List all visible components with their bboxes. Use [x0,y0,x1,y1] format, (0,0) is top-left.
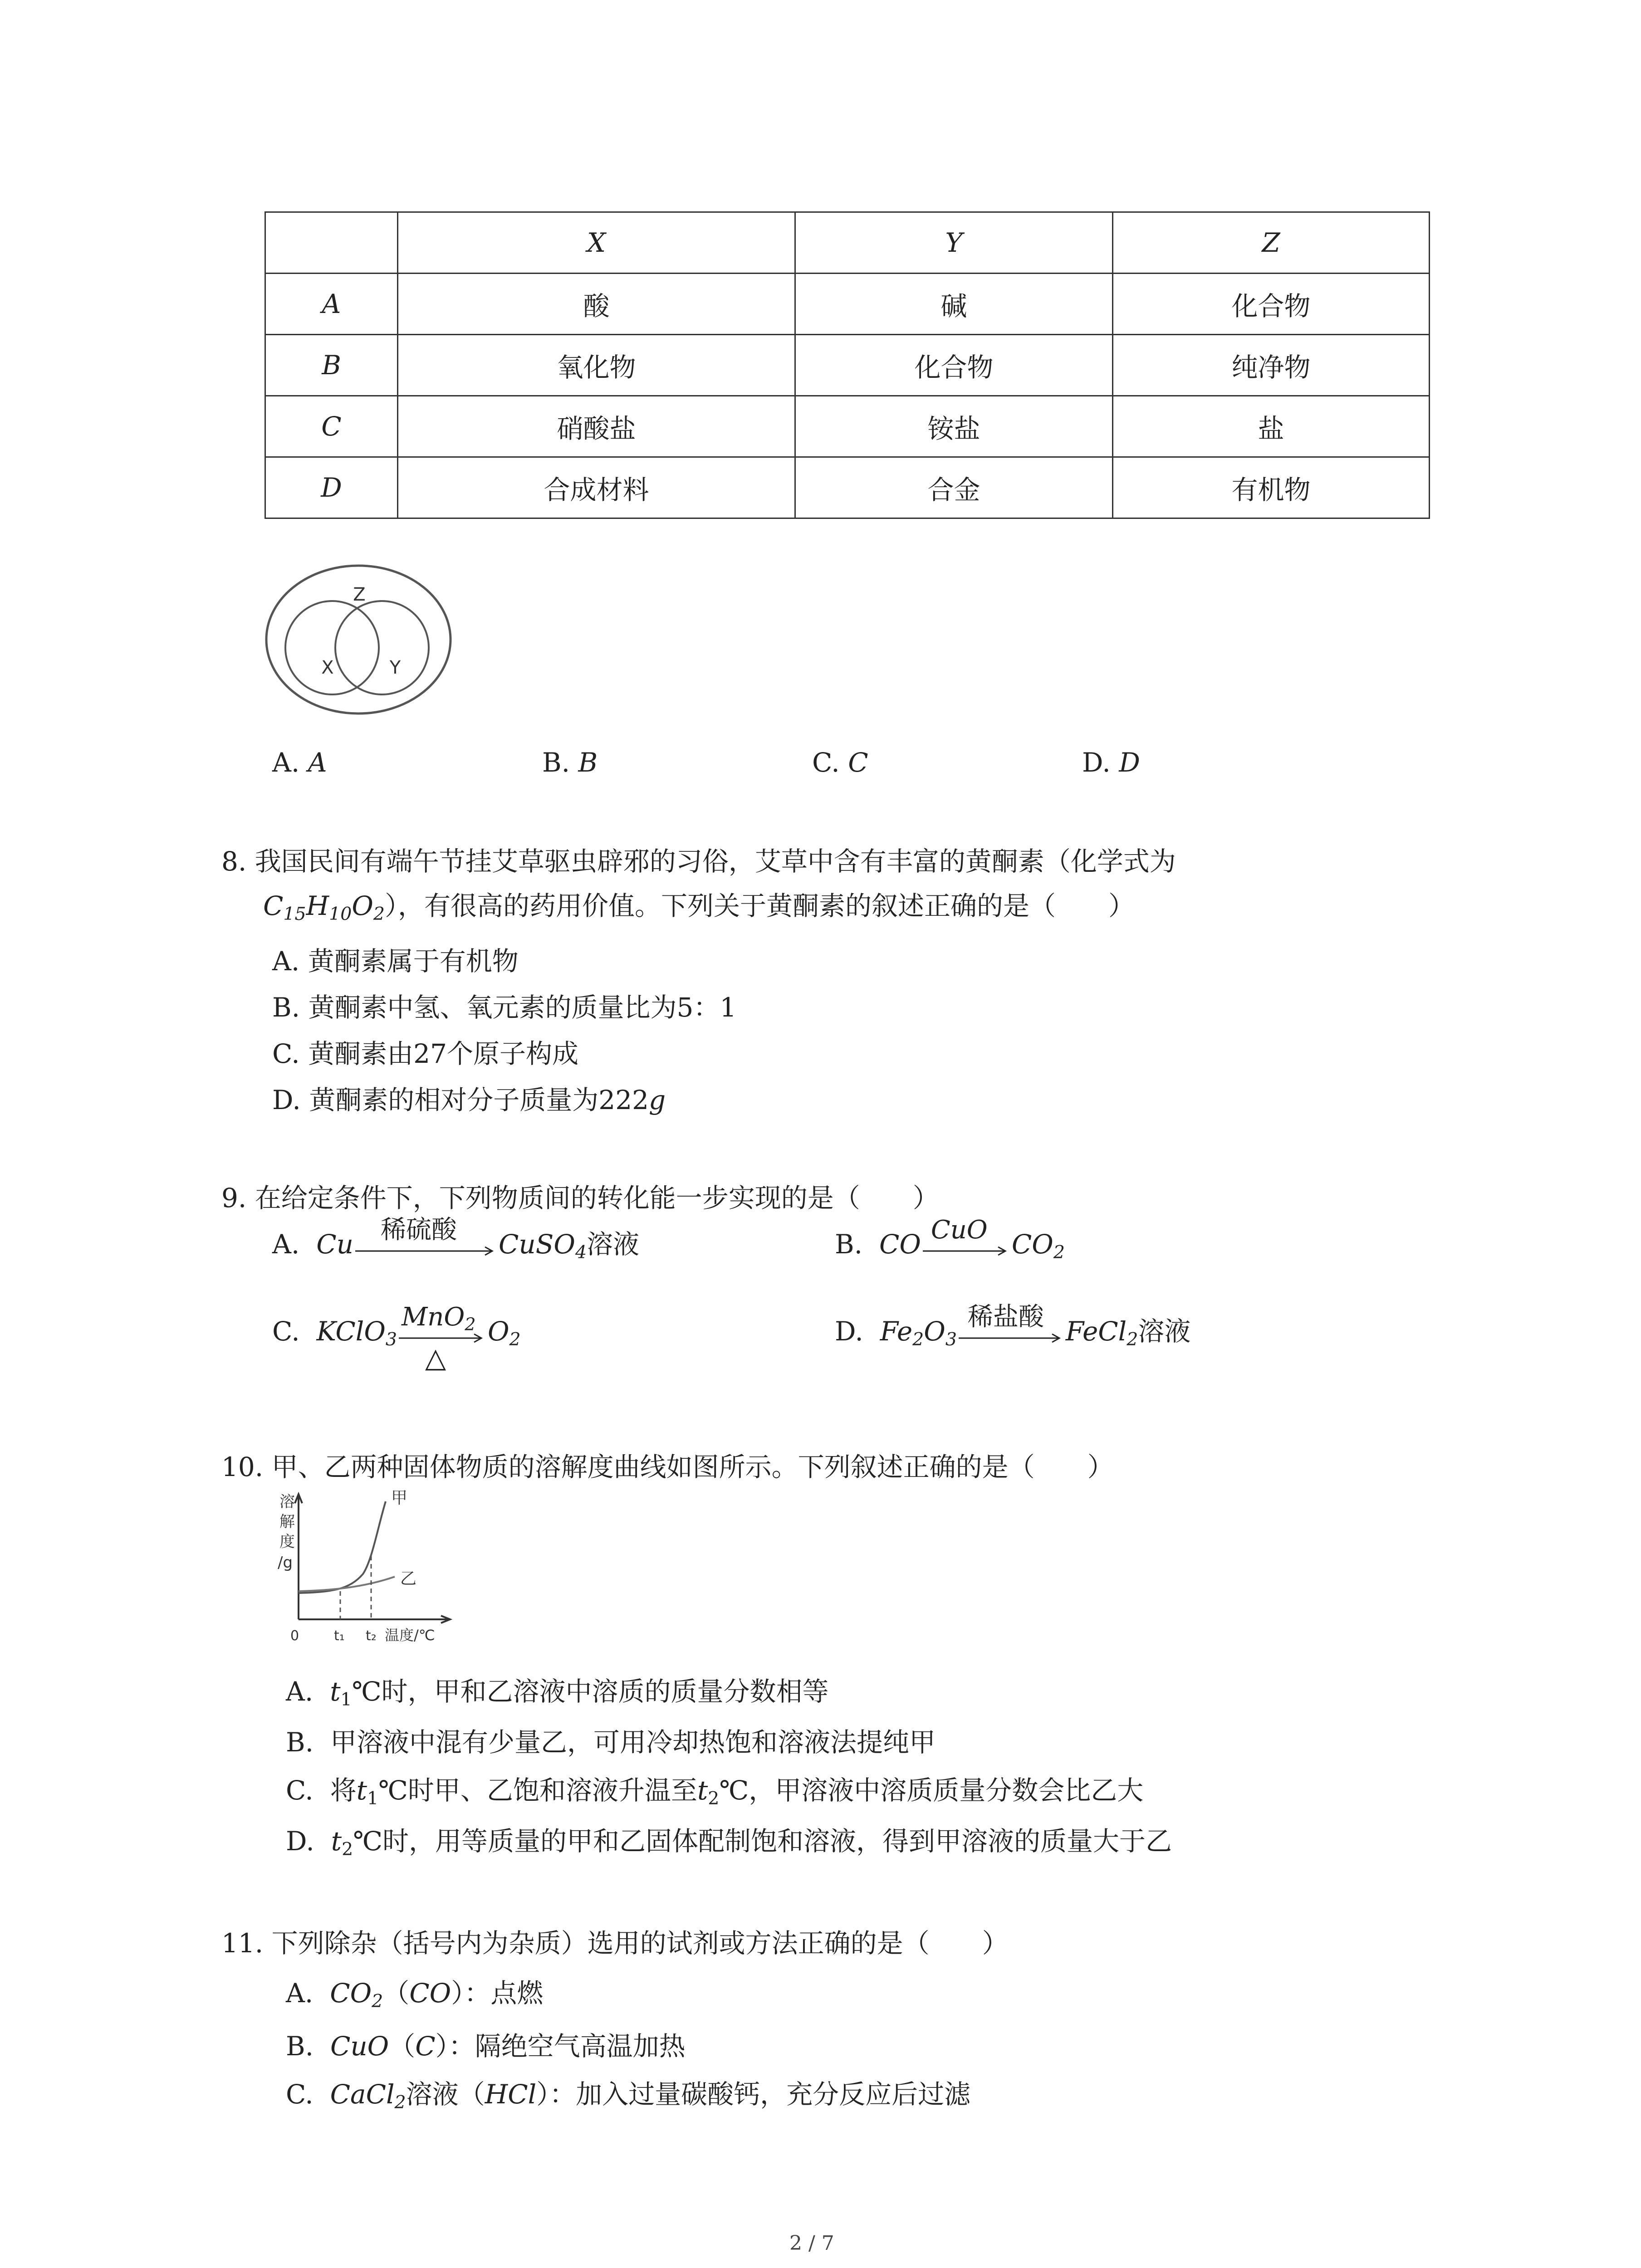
table-cell: 纯净物 [1113,335,1430,396]
q11-stem: 11. 下列除杂（括号内为杂质）选用的试剂或方法正确的是（ ） [221,1928,1009,1959]
q11-option-b[interactable]: B. CuO（C）：隔绝空气高温加热 [286,2031,686,2062]
q10-option-a[interactable]: A. $t_1℃$时，甲和乙溶液中溶质的质量分数相等 [286,1676,829,1711]
q7-option-a[interactable] [272,749,327,776]
option-value: D [1119,747,1140,778]
curve-jia [299,1501,386,1593]
venn-x-label: X [321,657,334,678]
row-label: D [265,457,398,518]
y-label-char: /g [278,1554,293,1572]
option-value: A [308,747,327,778]
q7-option-c[interactable] [812,749,868,776]
q8-stem-rest: ），有很高的药用价值。下列关于黄酮素的叙述正确的是（ ） [384,890,1135,921]
option-value: C [848,747,868,778]
table-row [265,457,1430,518]
q9-option-d[interactable]: D. $Fe_2O_3$ 稀盐酸 FeCl$_2$溶液 [835,1315,1190,1352]
heat-symbol: △ [425,1342,446,1374]
reaction-arrow: MnO$_2$ △ [397,1315,488,1352]
table-cell: 盐 [1113,396,1430,457]
table-header-cell: Z [1113,212,1430,274]
option-value: B [578,747,598,778]
q10-option-c[interactable]: C. 将$t_1℃$时甲、乙饱和溶液升温至$t_2℃$，甲溶液中溶质质量分数会比乙大 [286,1775,1144,1809]
arrow-icon [959,1333,1064,1344]
t2-tick-label: t₂ [366,1628,377,1644]
q8-option-d[interactable]: D. 黄酮素的相对分子质量为222g [272,1085,666,1115]
q11-option-a[interactable]: A. $CO_2(CO)$：点燃 [286,1978,544,2012]
row-label: A [265,274,398,335]
table-header-cell: Y [795,212,1113,274]
q8-option-c[interactable]: C. 黄酮素由27个原子构成 [272,1038,578,1069]
reaction-arrow: CuO [921,1228,1012,1265]
q7-option-b[interactable] [542,749,598,776]
table-row [265,335,1430,396]
option-letter: D. [1082,747,1111,778]
table-row [265,274,1430,335]
table-cell: 化合物 [1113,274,1430,335]
q7-classification-table [265,211,1430,519]
series-jia-label: 甲 [391,1489,408,1507]
q9-option-b[interactable]: B. CO CuO $CO_2$ [835,1228,1065,1265]
option-letter: B. [542,747,570,778]
venn-left-circle [285,601,379,694]
venn-right-circle [335,601,429,694]
x-axis-label: 温度/℃ [385,1627,435,1644]
table-header-cell: X [398,212,795,274]
solubility-curve-graph [272,1488,463,1665]
q10-option-d[interactable]: D. $t_2℃$时，用等质量的甲和乙固体配制饱和溶液，得到甲溶液的质量大于乙 [286,1826,1172,1860]
q9-stem: 9. 在给定条件下，下列物质间的转化能一步实现的是（ ） [221,1183,939,1213]
venn-diagram [263,562,454,717]
arrow-icon [355,1246,497,1256]
q8-stem-line2 [263,890,1135,925]
reaction-arrow: 稀盐酸 [957,1315,1066,1352]
table-cell: 合金 [795,457,1113,518]
q10-stem: 10. 甲、乙两种固体物质的溶解度曲线如图所示。下列叙述正确的是（ ） [221,1452,1114,1482]
y-label-char: 溶 [279,1493,295,1511]
q11-option-c[interactable]: C. CaCl$_2$溶液（HCl）：加入过量碳酸钙，充分反应后过滤 [286,2079,971,2113]
table-header-row [265,212,1430,274]
table-cell: 合成材料 [398,457,795,518]
q7-option-d[interactable] [1082,749,1140,776]
q8-option-a[interactable]: A. 黄酮素属于有机物 [272,946,519,977]
table-cell: 碱 [795,274,1113,335]
table-header-cell [265,212,398,274]
venn-z-label: Z [353,584,366,605]
option-letter: A. [272,747,300,778]
y-label-char: 解 [279,1513,295,1531]
reaction-arrow: 稀硫酸 [353,1228,499,1265]
row-label: C [265,396,398,457]
table-cell: 氧化物 [398,335,795,396]
table-row [265,396,1430,457]
arrow-icon [923,1246,1010,1256]
t1-tick-label: t₁ [334,1628,345,1644]
row-label: B [265,335,398,396]
y-label-char: 度 [279,1533,295,1551]
page-number: 2 / 7 [789,2232,834,2255]
origin-label: 0 [290,1628,299,1644]
q8-option-b[interactable]: B. 黄酮素中氢、氧元素的质量比为5：1 [272,992,737,1023]
table-cell: 铵盐 [795,396,1113,457]
q8-formula: $C_{15}H_{10}O_2$ [263,890,385,925]
curve-yi [299,1577,395,1591]
table-cell: 有机物 [1113,457,1430,518]
q9-option-c[interactable]: C. KClO$_3$ MnO$_2$ △ $O_2$ [272,1302,521,1374]
series-yi-label: 乙 [400,1569,417,1588]
q8-stem-line1: 8. 我国民间有端午节挂艾草驱虫辟邪的习俗，艾草中含有丰富的黄酮素（化学式为 [221,846,1176,877]
option-letter: C. [812,747,840,778]
q9-option-a[interactable]: A. Cu 稀硫酸 CuSO$_4$溶液 [272,1228,639,1265]
table-cell: 硝酸盐 [398,396,795,457]
q10-option-b[interactable]: B. 甲溶液中混有少量乙，可用冷却热饱和溶液法提纯甲 [286,1727,936,1758]
table-cell: 化合物 [795,335,1113,396]
venn-y-label: Y [389,657,401,678]
table-cell: 酸 [398,274,795,335]
